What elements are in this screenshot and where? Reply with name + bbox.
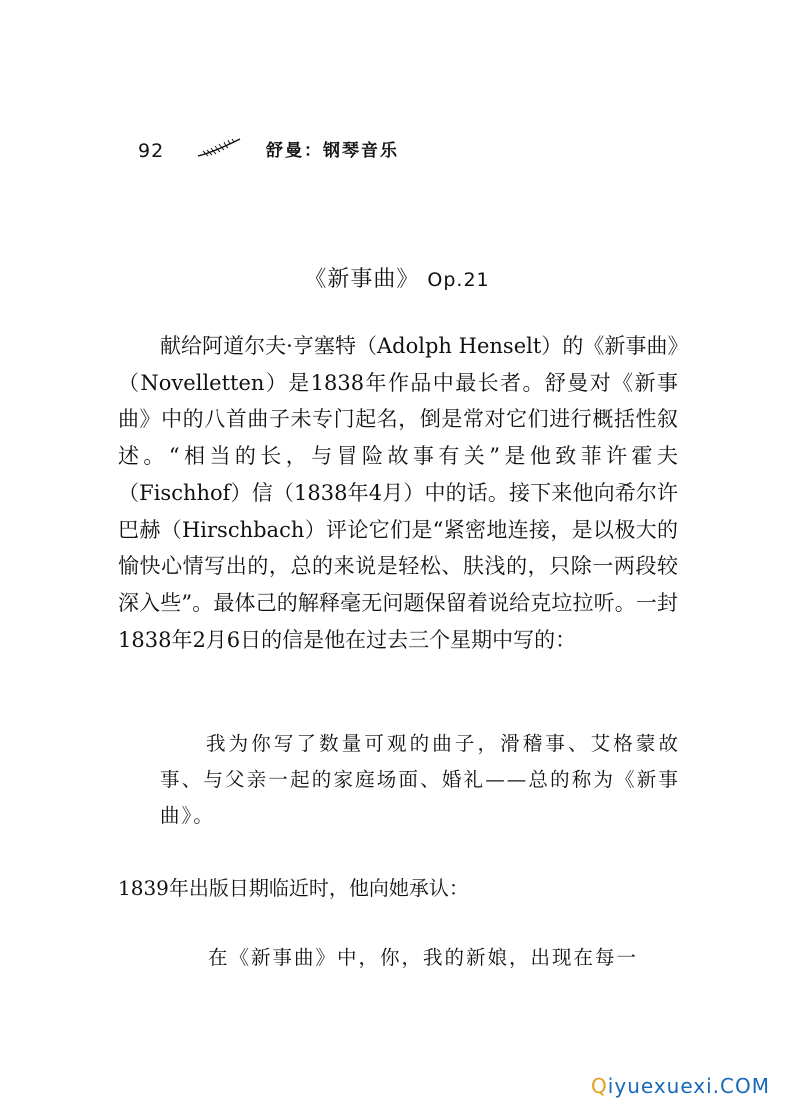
running-title: 舒曼：钢琴音乐 [266,141,399,161]
watermark [591,1074,770,1098]
letter-quote: 我为你写了数量可观的曲子，滑稽事、艾格蒙故事、与父亲一起的家庭场面、婚礼——总的称为《新事曲》。 [160,732,680,827]
body-paragraph: 献给阿道尔夫·亨塞特（Adolph Henselt）的《新事曲》（Novelletten）是1838年作品中最长者。舒曼对《新事曲》中的八首曲子未专门起名，倒是常对它们进行概括性叙述。“相当的长，与冒险故事有关”是他致菲许霍夫（Fischhof）信（1838年4月）中的话。接下来他向希尔许巴赫（Hirschbach）评论它们是“紧密地连接，是以极大的愉快心情写出的，总的来说是轻松、肤浅的，只除一两段较深入些”。最体己的解释毫无问题保留着说给克垃拉听。一封1838年2月6日的信是他在过去三个星期中写的： [118,334,678,652]
section-title-name: 《新事曲》 [304,267,420,292]
section-title [0,262,794,293]
quill-icon [196,136,242,160]
watermark-rest: iyuexuexi.COM [607,1074,770,1098]
watermark-first-letter: Q [591,1074,608,1098]
page-number: 92 [138,140,165,162]
letter-quote-2: 在《新事曲》中，你，我的新娘，出现在每一 [208,946,639,969]
body-paragraph-2: 1839年出版日期临近时，他向她承认： [118,876,469,900]
section-title-opus: Op.21 [427,269,490,291]
